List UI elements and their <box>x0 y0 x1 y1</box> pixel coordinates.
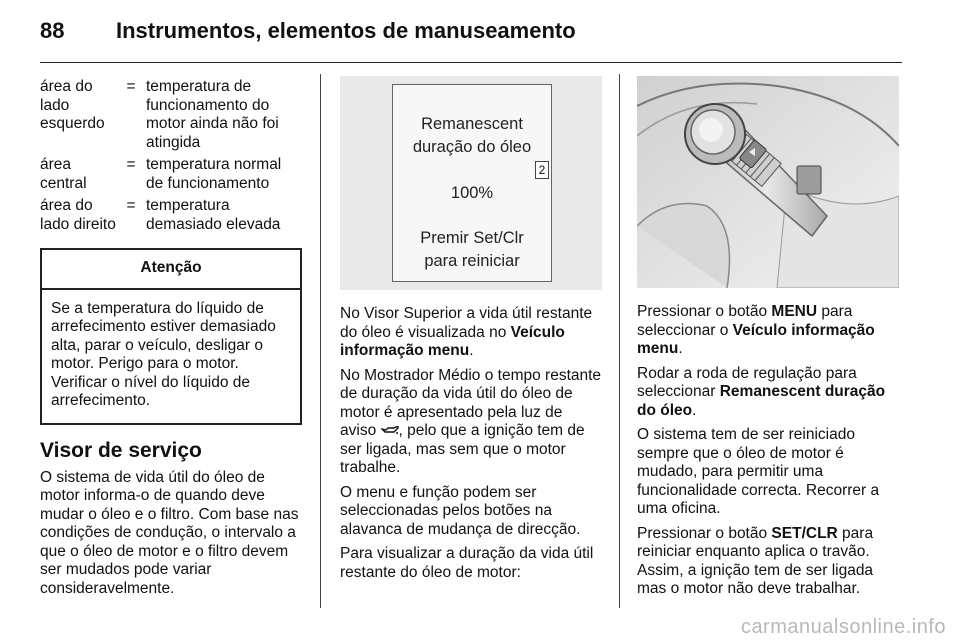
paragraph: Para visualizar a duração da vida útil restante do óleo de motor: <box>340 545 594 581</box>
paragraph: O menu e função podem ser seleccionadas pelos botões na alavanca de mudança de direcção. <box>340 483 581 538</box>
oil-can-icon <box>381 426 399 436</box>
paragraph: No Mostrador Médio o tempo restante de duração da vida útil do óleo de motor é apresentado pela luz de aviso , pelo que a ignição tem de ser ligada, mas sem que o motor trabalhe. <box>340 366 602 476</box>
column-divider-2 <box>619 74 620 608</box>
caution-box <box>40 248 302 425</box>
definition-description: temperatura normal de funcionamento <box>146 156 282 192</box>
page-number: 88 <box>40 18 65 43</box>
definition-term: área do lado esquerdo <box>40 78 105 132</box>
caution-title: Atenção <box>42 250 300 290</box>
display-number-badge: 2 <box>535 161 549 179</box>
definition-term: área central <box>40 156 87 192</box>
watermark: carmanualsonline.info <box>740 616 946 638</box>
display-line-4: Premir Set/Clr <box>420 229 524 247</box>
definition-description: temperatura de funcionamento do motor ainda não foi atingida <box>146 78 279 151</box>
definition-row <box>40 197 302 234</box>
paragraph: Pressionar o botão SET/CLR para reiniciar enquanto aplica o travão. Assim, a ignição tem de ser ligada mas o motor não deve trabalhar. <box>637 524 874 597</box>
definition-equals: = <box>126 197 136 214</box>
definition-row <box>40 156 302 193</box>
turn-signal-lever-photo <box>637 76 899 288</box>
display-line-2: duração do óleo <box>412 138 532 156</box>
definition-row <box>40 78 302 152</box>
caution-text: Se a temperatura do líquido de arrefecimento estiver demasiado alta, parar o veículo, desligar o motor. Perigo para o motor. Verificar o nível do líquido de arrefecimento. <box>51 299 276 409</box>
paragraph: No Visor Superior a vida útil restante do óleo é visualizada no Veículo informação menu. <box>340 305 593 359</box>
definition-equals: = <box>126 156 136 173</box>
display-line-1: Remanescent <box>421 115 523 133</box>
display-screen <box>392 84 552 282</box>
paragraph: Pressionar o botão MENU para seleccionar o Veículo informação menu. <box>637 303 875 357</box>
header-divider <box>40 62 902 63</box>
paragraph: O sistema tem de ser reiniciado sempre que o óleo de motor é mudado, para permitir uma funcionalidade correcta. Recorrer a uma oficina. <box>637 426 880 517</box>
lever-illustration <box>637 76 899 288</box>
definition-description: temperatura demasiado elevada <box>146 197 281 233</box>
page-title: Instrumentos, elementos de manuseamento <box>116 18 576 43</box>
display-line-5: para reiniciar <box>424 252 520 270</box>
section-title: Visor de serviço <box>40 438 202 462</box>
definition-equals: = <box>126 78 136 95</box>
column-right <box>637 303 899 605</box>
paragraph: Rodar a roda de regulação para seleccionar Remanescent duração do óleo. <box>637 364 886 419</box>
definition-term: área do lado direito <box>40 197 116 233</box>
display-illustration <box>340 76 602 290</box>
display-percent: 100% <box>450 184 494 202</box>
column-middle <box>340 305 602 588</box>
column-left <box>40 78 302 604</box>
column-divider-1 <box>320 74 321 608</box>
section-paragraph: O sistema de vida útil do óleo de motor informa-o de quando deve mudar o óleo e o filtro. Com base nas condições de condução, o intervalo a que o óleo de motor e o filtro devem ser mudados pode variar consideravelmente. <box>40 468 299 597</box>
